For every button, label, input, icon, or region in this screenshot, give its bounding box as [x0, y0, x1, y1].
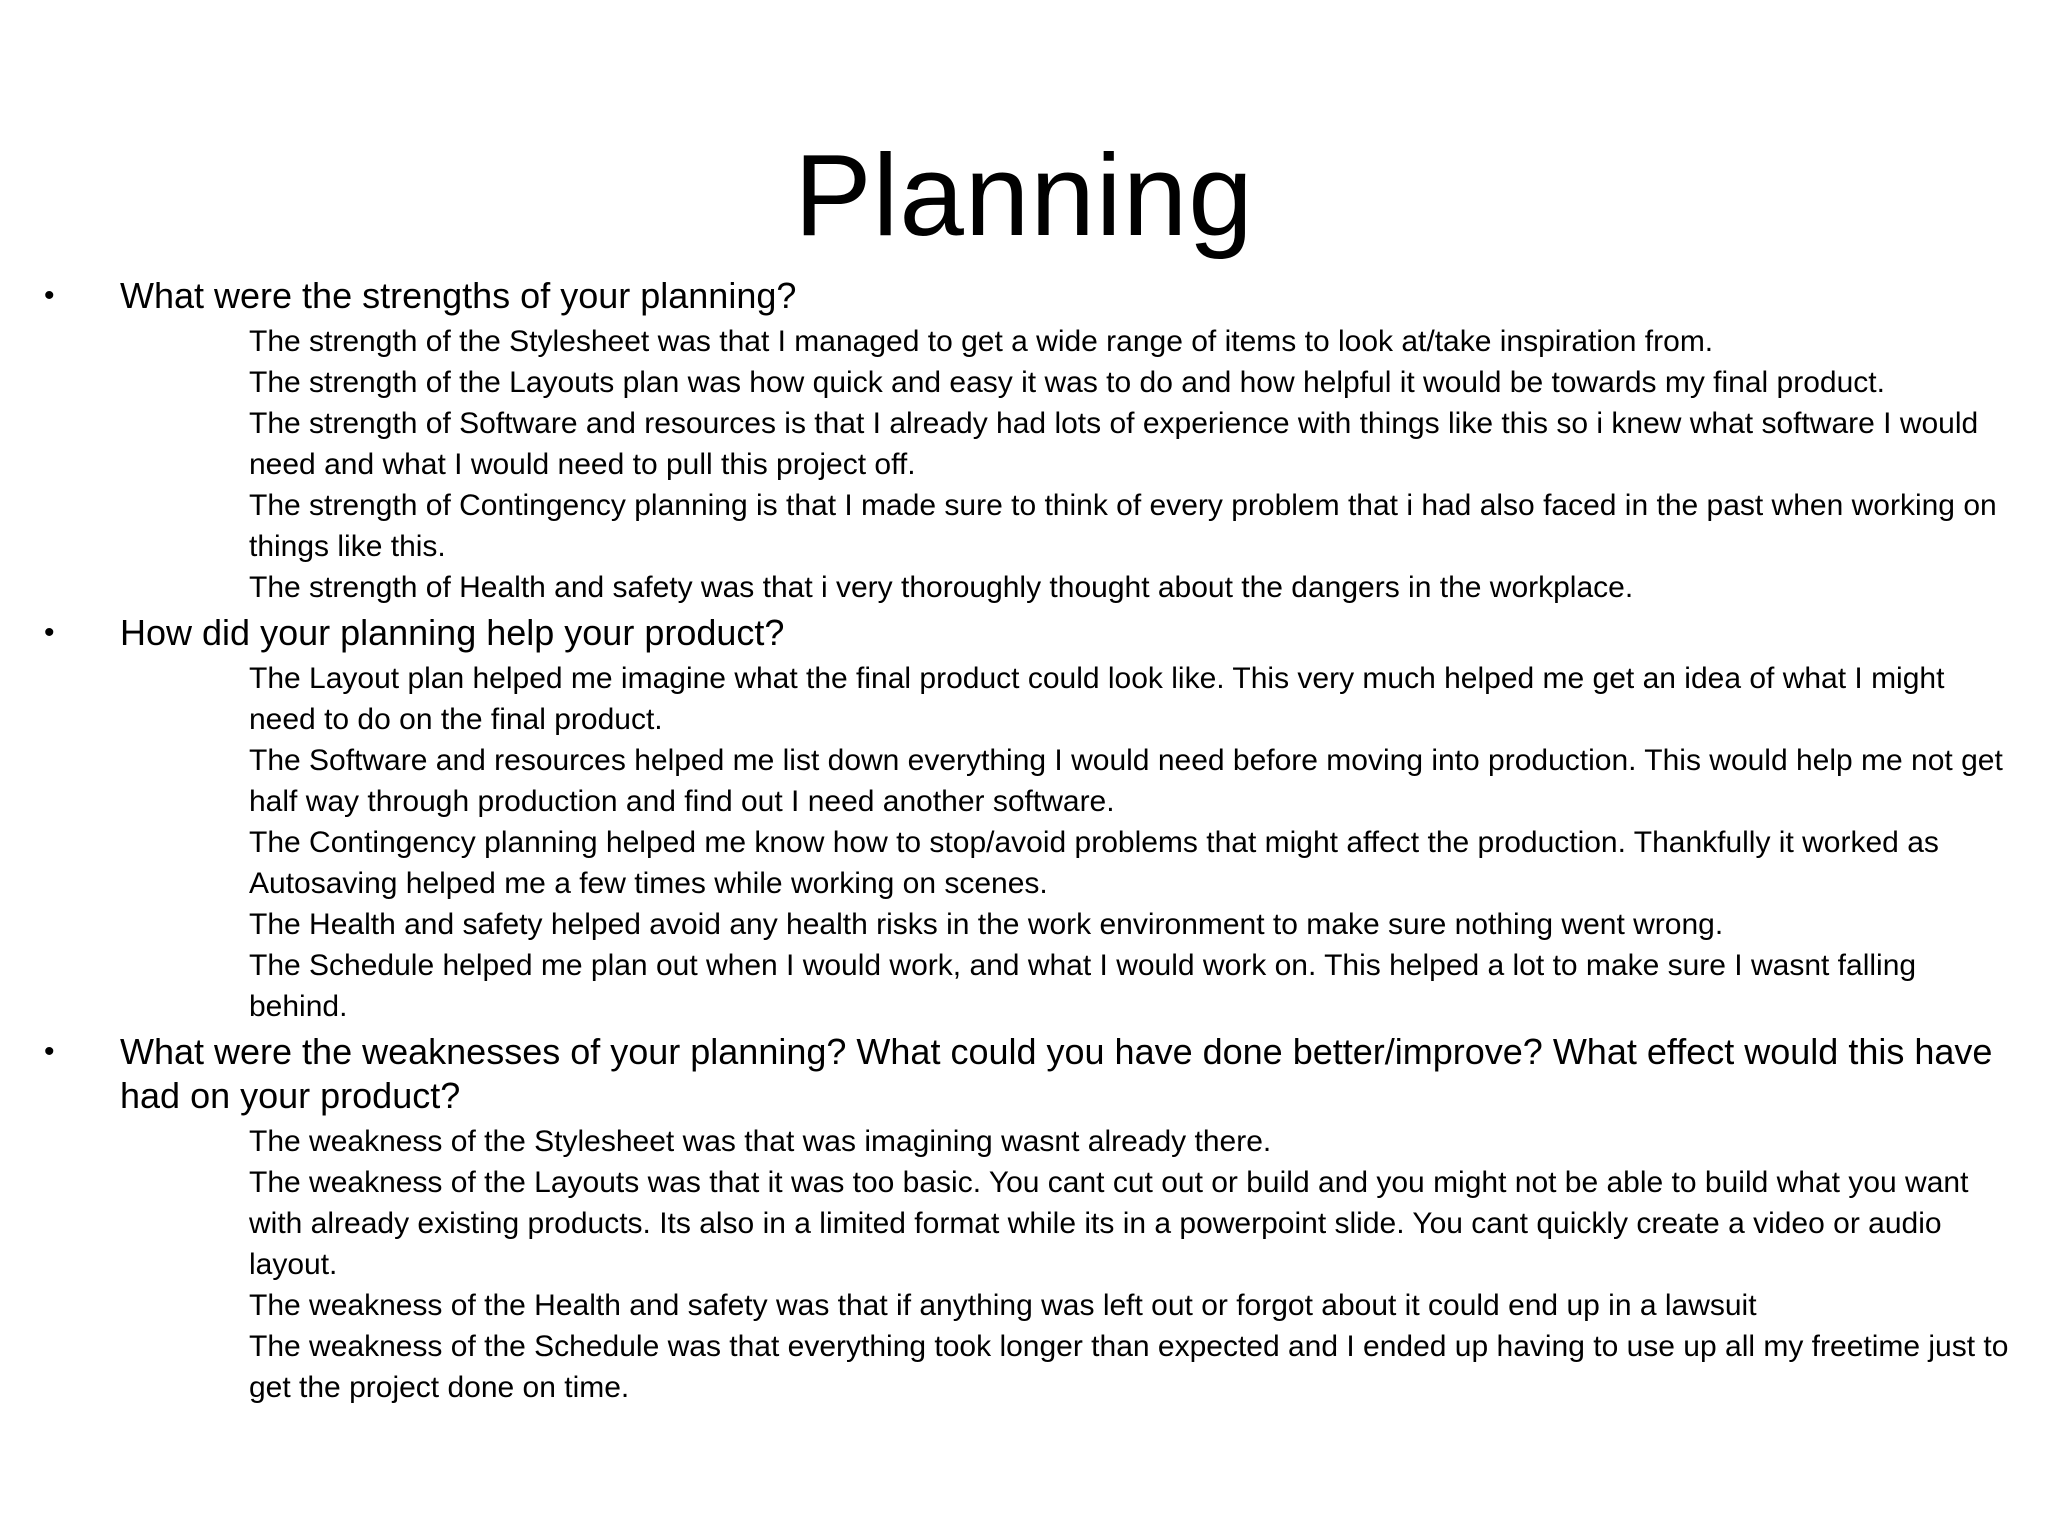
- answer-item: The strength of the Stylesheet was that I managed to get a wide range of items to look at/take inspiration from.: [249, 325, 1714, 358]
- bullet-dot: •: [44, 1035, 55, 1068]
- question-text: How did your planning help your product?: [120, 612, 785, 653]
- bullet-dot: •: [44, 616, 55, 649]
- section-strengths: [0, 274, 2048, 608]
- answer-list: [0, 321, 2048, 608]
- answer-item: The Software and resources helped me list down everything I would need before moving into production. This would help me not get half way through production and find out I need another software.: [249, 744, 2003, 818]
- answer-list: [0, 658, 2048, 1027]
- section-help: [0, 611, 2048, 1027]
- answer-item: The strength of Software and resources is that I already had lots of experience with things like this so i knew what software I would need and what I would need to pull this project off.: [249, 407, 1979, 481]
- question-text: What were the weaknesses of your planning? What could you have done better/improve? What effect would this have had on your product?: [120, 1031, 1993, 1116]
- answer-item: The Schedule helped me plan out when I would work, and what I would work on. This helped a lot to make sure I wasnt falling behind.: [249, 949, 1917, 1023]
- answer-item: The strength of the Layouts plan was how quick and easy it was to do and how helpful it would be towards my final product.: [249, 366, 1885, 399]
- answer-item: The Layout plan helped me imagine what the final product could look like. This very much helped me get an idea of what I might need to do on the final product.: [249, 662, 1945, 736]
- answer-item: The weakness of the Schedule was that everything took longer than expected and I ended up having to use up all my freetime just to get the project done on time.: [249, 1330, 2009, 1404]
- slide-title: Planning: [794, 130, 1254, 260]
- question-text: What were the strengths of your planning?: [120, 275, 797, 316]
- question-item: [0, 274, 2048, 318]
- answer-item: The Health and safety helped avoid any health risks in the work environment to make sure nothing went wrong.: [249, 908, 1724, 941]
- answer-item: The weakness of the Stylesheet was that was imagining wasnt already there.: [249, 1125, 1272, 1158]
- answer-list: [0, 1121, 2048, 1408]
- question-item: [0, 1030, 2048, 1118]
- question-item: [0, 611, 2048, 655]
- answer-item: The weakness of the Health and safety was that if anything was left out or forgot about it could end up in a lawsuit: [249, 1289, 1757, 1322]
- answer-item: The weakness of the Layouts was that it was too basic. You cant cut out or build and you might not be able to build what you want with already existing products. Its also in a limited format while its in a powerpoint slide. You cant quickly create a video or audio layout.: [249, 1166, 1969, 1281]
- slide-body: [0, 274, 2048, 1411]
- answer-item: The strength of Health and safety was that i very thoroughly thought about the dangers in the workplace.: [249, 571, 1634, 604]
- answer-item: The strength of Contingency planning is that I made sure to think of every problem that i had also faced in the past when working on things like this.: [249, 489, 1997, 563]
- section-weaknesses: [0, 1030, 2048, 1408]
- bullet-dot: •: [44, 279, 55, 312]
- answer-item: The Contingency planning helped me know how to stop/avoid problems that might affect the production. Thankfully it worked as Autosaving helped me a few times while working on scenes.: [249, 826, 1939, 900]
